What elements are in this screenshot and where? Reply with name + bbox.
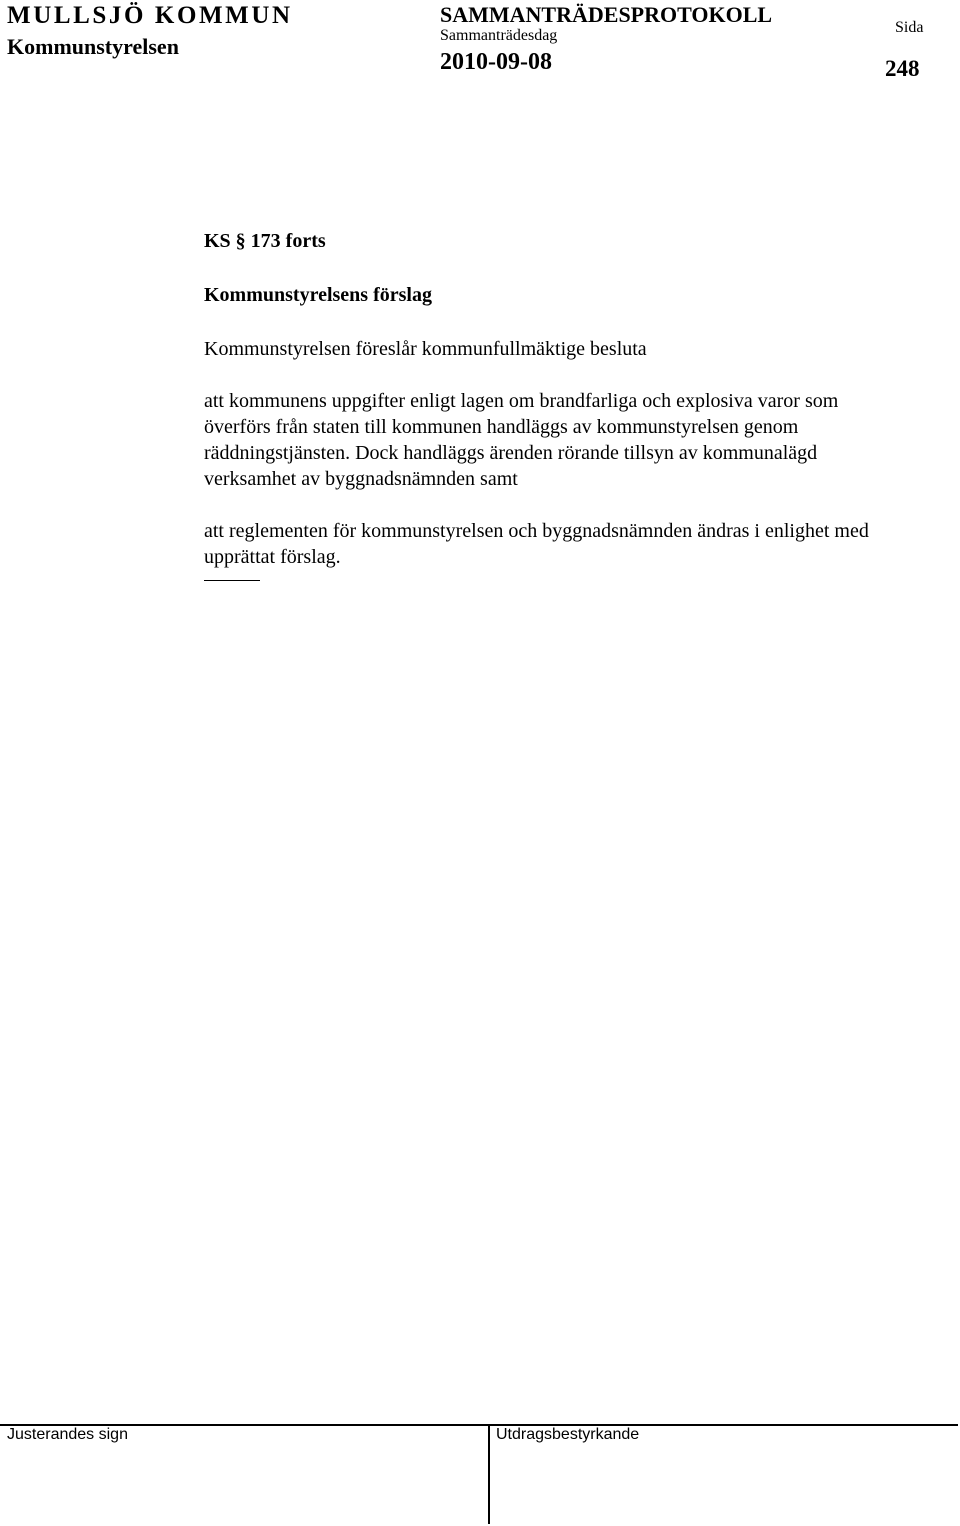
decision-paragraph-1: att kommunens uppgifter enligt lagen om brandfarliga och explosiva varor som överförs från staten till kommunen handläggs av kommunstyrelsen genom räddningstjänsten. Dock handläggs ärenden rörande tillsyn av kommunalägd verksamhet av byggnadsnämnden samt bbox=[204, 390, 839, 490]
section-heading: KS § 173 forts bbox=[204, 230, 326, 252]
organization-name: MULLSJÖ KOMMUN bbox=[7, 2, 293, 29]
footer-column-divider bbox=[488, 1424, 490, 1524]
decision-paragraph-2: att reglementen för kommunstyrelsen och byggnadsnämnden ändras i enlighet med upprättat förslag. bbox=[204, 520, 869, 568]
footer-certification-label: Utdragsbestyrkande bbox=[496, 1426, 640, 1443]
page-label: Sida bbox=[895, 19, 924, 36]
committee-name: Kommunstyrelsen bbox=[7, 34, 179, 59]
footer-sign-label: Justerandes sign bbox=[7, 1426, 128, 1443]
meeting-date: 2010-09-08 bbox=[440, 49, 552, 75]
footer-top-border bbox=[0, 1424, 958, 1426]
end-rule bbox=[204, 580, 260, 581]
page-number: 248 bbox=[885, 56, 920, 81]
proposal-intro: Kommunstyrelsen föreslår kommunfullmäktige besluta bbox=[204, 338, 647, 360]
meeting-date-label: Sammanträdesdag bbox=[440, 27, 558, 44]
proposal-heading: Kommunstyrelsens förslag bbox=[204, 284, 432, 306]
document-type: SAMMANTRÄDESPROTOKOLL bbox=[440, 2, 773, 27]
protocol-body bbox=[204, 228, 904, 581]
